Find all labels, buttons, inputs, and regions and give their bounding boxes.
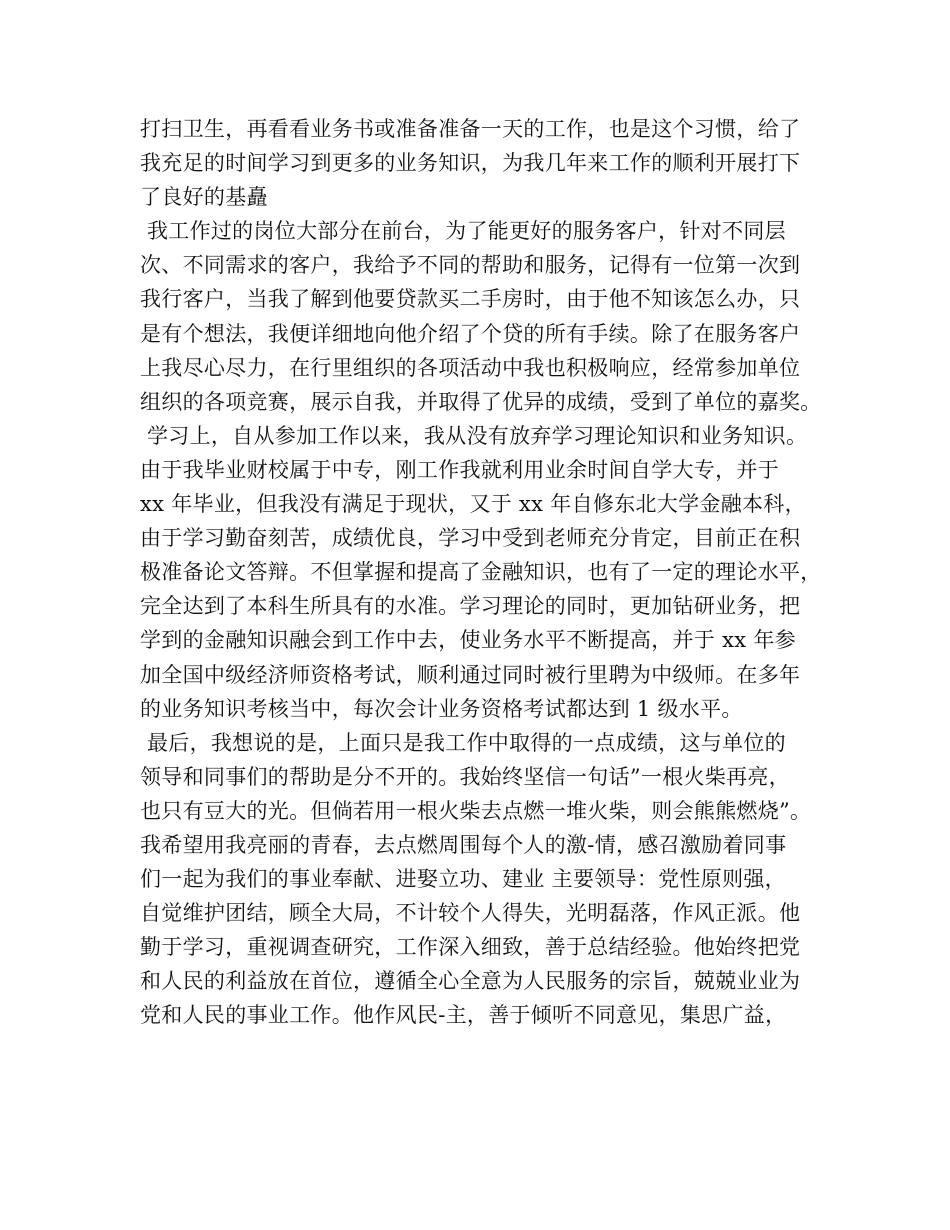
- text-line: 加全国中级经济师资格考试，顺利通过同时被行里聘为中级师。在多年: [140, 662, 801, 687]
- text-line: 了良好的基矗: [140, 185, 268, 210]
- text-line: 打扫卫生，再看看业务书或准备准备一天的工作，也是这个习惯，给了: [140, 117, 801, 141]
- text-line: 的业务知识考核当中，每次会计业务资格考试都达到 1 级水平。: [140, 696, 743, 721]
- text-line: 我行客户，当我了解到他要贷款买二手房时，由于他不知该怎么办，只: [140, 287, 801, 312]
- text-line: 由于我毕业财校属于中专，刚工作我就利用业余时间自学大专，并于: [140, 457, 779, 482]
- paragraph-start-line: 我工作过的岗位大部分在前台，为了能更好的服务客户，针对不同层: [140, 219, 786, 244]
- text-line: 上我尽心尽力，在行里组织的各项活动中我也积极响应，经常参加单位: [140, 355, 801, 380]
- text-line: 我希望用我亮丽的青春，去点燃周围每个人的激-情，感召激励着同事: [140, 832, 787, 857]
- text-line: 也只有豆大的光。但倘若用一根火柴去点燃一堆火柴，则会熊熊燃烧”。: [140, 798, 812, 823]
- text-line: 由于学习勤奋刻苦，成绩优良，学习中受到老师充分肯定，目前正在积: [140, 526, 801, 551]
- paragraph-start-line: 最后，我想说的是，上面只是我工作中取得的一点成绩，这与单位的: [140, 730, 786, 755]
- text-line: 勤于学习，重视调查研究，工作深入细致，善于总结经验。他始终把党: [140, 935, 801, 960]
- text-line: 自觉维护团结，顾全大局，不计较个人得失，光明磊落，作风正派。他: [140, 901, 801, 926]
- text-line: 是有个想法，我便详细地向他介绍了个贷的所有手续。除了在服务客户: [140, 321, 801, 346]
- text-line: 完全达到了本科生所具有的水准。学习理论的同时，更加钻研业务，把: [140, 594, 801, 619]
- text-line: 组织的各项竞赛，展示自我，并取得了优异的成绩，受到了单位的嘉奖。: [140, 389, 822, 414]
- text-line: 学到的金融知识融会到工作中去，使业务水平不断提高，并于 xx 年参: [140, 628, 796, 653]
- body-text: [140, 112, 840, 1033]
- text-line: 党和人民的事业工作。他作风民-主，善于倾听不同意见，集思广益，: [140, 1003, 787, 1028]
- text-line: 领导和同事们的帮助是分不开的。我始终坚信一句话”一根火柴再亮，: [140, 764, 791, 789]
- text-line: 次、不同需求的客户，我给予不同的帮助和服务，记得有一位第一次到: [140, 253, 801, 278]
- text-line: 和人民的利益放在首位，遵循全心全意为人民服务的宗旨，兢兢业业为: [140, 969, 801, 994]
- text-line: 们一起为我们的事业奉献、进娶立功、建业 主要领导：党性原则强，: [140, 867, 786, 892]
- text-line: 极准备论文答辩。不但掌握和提高了金融知识，也有了一定的理论水平，: [140, 560, 822, 585]
- paragraph-start-line: 学习上，自从参加工作以来，我从没有放弃学习理论知识和业务知识。: [140, 423, 808, 448]
- text-line: xx 年毕业，但我没有满足于现状，又于 xx 年自修东北大学金融本科，: [140, 492, 806, 517]
- text-line: 我充足的时间学习到更多的业务知识，为我几年来工作的顺利开展打下: [140, 151, 801, 176]
